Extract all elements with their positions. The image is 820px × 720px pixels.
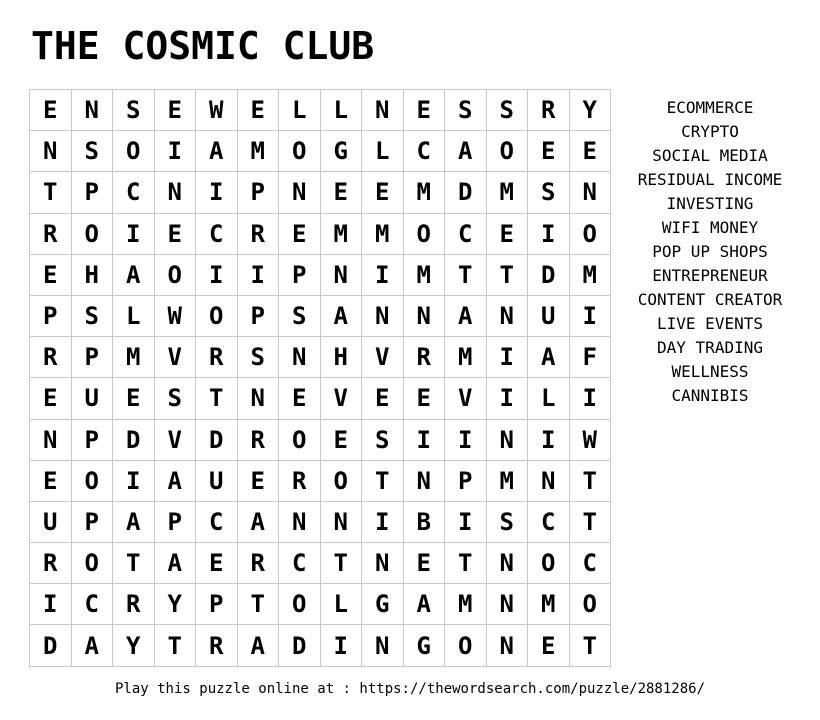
word-list-item: RESIDUAL INCOME (637, 170, 783, 189)
grid-cell[interactable]: M (445, 337, 487, 378)
grid-cell[interactable]: W (196, 90, 238, 131)
grid-cell[interactable]: T (155, 625, 197, 666)
grid-cell[interactable]: T (321, 543, 363, 584)
grid-cell[interactable]: T (196, 378, 238, 419)
grid-cell[interactable]: I (404, 420, 446, 461)
grid-cell[interactable]: F (570, 337, 612, 378)
grid-cell[interactable]: N (279, 172, 321, 213)
grid-cell[interactable]: H (321, 337, 363, 378)
grid-cell[interactable]: E (155, 90, 197, 131)
grid-cell[interactable]: V (155, 420, 197, 461)
grid-cell[interactable]: B (404, 502, 446, 543)
grid-cell[interactable]: T (570, 502, 612, 543)
grid-cell[interactable]: M (404, 255, 446, 296)
grid-cell[interactable]: O (570, 584, 612, 625)
word-list-item: WELLNESS (671, 362, 749, 381)
grid-cell[interactable]: V (321, 378, 363, 419)
grid-cell[interactable]: Y (570, 90, 612, 131)
grid-cell[interactable]: D (30, 625, 72, 666)
grid-cell[interactable]: N (321, 255, 363, 296)
grid-cell[interactable]: P (445, 461, 487, 502)
grid-cell[interactable]: L (528, 378, 570, 419)
grid-cell[interactable]: O (113, 131, 155, 172)
grid-cell[interactable]: P (30, 296, 72, 337)
grid-cell[interactable]: E (362, 172, 404, 213)
grid-cell[interactable]: I (238, 255, 280, 296)
grid-cell[interactable]: I (528, 214, 570, 255)
grid-cell[interactable]: O (279, 131, 321, 172)
grid-cell[interactable]: T (30, 172, 72, 213)
grid-cell[interactable]: A (113, 255, 155, 296)
grid-cell[interactable]: E (528, 131, 570, 172)
grid-cell[interactable]: O (321, 461, 363, 502)
grid-cell[interactable]: I (196, 255, 238, 296)
grid-cell[interactable]: L (321, 584, 363, 625)
grid-cell[interactable]: O (196, 296, 238, 337)
grid-cell[interactable]: D (196, 420, 238, 461)
grid-cell[interactable]: I (155, 131, 197, 172)
grid-cell[interactable]: I (196, 172, 238, 213)
grid-cell[interactable]: E (238, 461, 280, 502)
grid-cell[interactable]: N (487, 584, 529, 625)
grid-cell[interactable]: U (30, 502, 72, 543)
grid-cell[interactable]: P (196, 584, 238, 625)
grid-cell[interactable]: I (528, 420, 570, 461)
grid-cell[interactable]: E (404, 543, 446, 584)
grid-cell[interactable]: E (113, 378, 155, 419)
grid-cell[interactable]: E (321, 420, 363, 461)
grid-cell[interactable]: A (321, 296, 363, 337)
grid-cell[interactable]: O (445, 625, 487, 666)
grid-cell[interactable]: H (72, 255, 114, 296)
word-list-item: CANNIBIS (671, 386, 749, 405)
grid-cell[interactable]: N (487, 625, 529, 666)
grid-cell[interactable]: E (30, 378, 72, 419)
grid-cell[interactable]: E (30, 255, 72, 296)
grid-cell[interactable]: M (113, 337, 155, 378)
grid-cell[interactable]: E (155, 214, 197, 255)
grid-cell[interactable]: C (113, 172, 155, 213)
grid-cell[interactable]: R (196, 337, 238, 378)
grid-cell[interactable]: D (528, 255, 570, 296)
grid-cell[interactable]: A (445, 131, 487, 172)
letter-grid (29, 89, 611, 667)
grid-cell[interactable]: M (238, 131, 280, 172)
grid-cell[interactable]: O (72, 214, 114, 255)
grid-cell[interactable]: A (72, 625, 114, 666)
grid-cell[interactable]: D (445, 172, 487, 213)
grid-cell[interactable]: U (196, 461, 238, 502)
grid-cell[interactable]: P (72, 502, 114, 543)
grid-cell[interactable]: N (487, 543, 529, 584)
grid-cell[interactable]: N (279, 502, 321, 543)
grid-cell[interactable]: A (445, 296, 487, 337)
grid-cell[interactable]: R (279, 461, 321, 502)
grid-cell[interactable]: O (72, 461, 114, 502)
grid-cell[interactable]: O (404, 214, 446, 255)
grid-cell[interactable]: S (445, 90, 487, 131)
grid-cell[interactable]: P (238, 296, 280, 337)
grid-cell[interactable]: S (72, 131, 114, 172)
grid-cell[interactable]: I (445, 502, 487, 543)
grid-cell[interactable]: A (528, 337, 570, 378)
grid-cell[interactable]: N (30, 420, 72, 461)
grid-cell[interactable]: V (155, 337, 197, 378)
grid-cell[interactable]: P (72, 337, 114, 378)
grid-cell[interactable]: L (321, 90, 363, 131)
puzzle-title: THE COSMIC CLUB (31, 24, 375, 68)
grid-cell[interactable]: I (362, 502, 404, 543)
grid-cell[interactable]: P (238, 172, 280, 213)
grid-cell[interactable]: T (570, 461, 612, 502)
grid-cell[interactable]: T (238, 584, 280, 625)
grid-cell[interactable]: O (72, 543, 114, 584)
grid-cell[interactable]: P (279, 255, 321, 296)
grid-cell[interactable]: C (72, 584, 114, 625)
grid-cell[interactable]: M (362, 214, 404, 255)
grid-cell[interactable]: N (528, 461, 570, 502)
grid-cell[interactable]: P (155, 502, 197, 543)
grid-cell[interactable]: Y (155, 584, 197, 625)
grid-cell[interactable]: I (321, 625, 363, 666)
grid-cell[interactable]: S (528, 172, 570, 213)
grid-cell[interactable]: D (113, 420, 155, 461)
grid-cell[interactable]: G (404, 625, 446, 666)
word-list-item: SOCIAL MEDIA (652, 146, 768, 165)
grid-cell[interactable]: N (279, 337, 321, 378)
grid-cell[interactable]: T (570, 625, 612, 666)
grid-cell[interactable]: V (445, 378, 487, 419)
play-online-footer: Play this puzzle online at : https://thewordsearch.com/puzzle/2881286/ (114, 681, 705, 697)
word-list-item: CONTENT CREATOR (637, 290, 783, 309)
grid-cell[interactable]: U (72, 378, 114, 419)
grid-cell[interactable]: N (487, 296, 529, 337)
grid-cell[interactable]: C (196, 502, 238, 543)
grid-cell[interactable]: R (238, 214, 280, 255)
grid-cell[interactable]: O (279, 420, 321, 461)
grid-cell[interactable]: R (196, 625, 238, 666)
grid-cell[interactable]: O (487, 131, 529, 172)
grid-cell[interactable]: T (362, 461, 404, 502)
grid-cell[interactable]: T (445, 543, 487, 584)
grid-cell[interactable]: W (570, 420, 612, 461)
grid-cell[interactable]: A (155, 543, 197, 584)
grid-cell[interactable]: E (238, 90, 280, 131)
grid-cell[interactable]: R (238, 420, 280, 461)
grid-cell[interactable]: I (362, 255, 404, 296)
grid-cell[interactable]: V (362, 337, 404, 378)
grid-cell[interactable]: I (570, 378, 612, 419)
grid-cell[interactable]: N (321, 502, 363, 543)
grid-cell[interactable]: C (570, 543, 612, 584)
word-list-item: INVESTING (666, 194, 754, 213)
grid-cell[interactable]: M (487, 172, 529, 213)
grid-cell[interactable]: C (445, 214, 487, 255)
grid-cell[interactable]: R (30, 337, 72, 378)
grid-cell[interactable]: L (362, 131, 404, 172)
grid-cell[interactable]: E (570, 131, 612, 172)
grid-cell[interactable]: T (487, 255, 529, 296)
grid-cell[interactable]: E (404, 90, 446, 131)
grid-cell[interactable]: M (570, 255, 612, 296)
grid-cell[interactable]: S (362, 420, 404, 461)
grid-cell[interactable]: E (196, 543, 238, 584)
grid-cell[interactable]: C (279, 543, 321, 584)
grid-cell[interactable]: E (279, 378, 321, 419)
grid-cell[interactable]: S (155, 378, 197, 419)
grid-cell[interactable]: U (528, 296, 570, 337)
grid-cell[interactable]: N (30, 131, 72, 172)
grid-cell[interactable]: C (528, 502, 570, 543)
word-list-item: ECOMMERCE (666, 98, 754, 117)
grid-cell[interactable]: I (487, 378, 529, 419)
grid-cell[interactable]: S (279, 296, 321, 337)
grid-cell[interactable]: S (72, 296, 114, 337)
grid-cell[interactable]: I (445, 420, 487, 461)
grid-cell[interactable]: R (30, 214, 72, 255)
grid-cell[interactable]: L (279, 90, 321, 131)
grid-cell[interactable]: R (404, 337, 446, 378)
grid-cell[interactable]: N (487, 420, 529, 461)
grid-cell[interactable]: N (362, 90, 404, 131)
grid-cell[interactable]: E (30, 90, 72, 131)
grid-cell[interactable]: N (362, 296, 404, 337)
grid-cell[interactable]: Y (113, 625, 155, 666)
grid-cell[interactable]: M (487, 461, 529, 502)
grid-cell[interactable]: N (362, 625, 404, 666)
grid-cell[interactable]: N (362, 543, 404, 584)
grid-cell[interactable]: O (570, 214, 612, 255)
grid-cell[interactable]: L (113, 296, 155, 337)
grid-cell[interactable]: A (238, 502, 280, 543)
grid-cell[interactable]: G (321, 131, 363, 172)
grid-cell[interactable]: I (113, 461, 155, 502)
grid-cell[interactable]: N (72, 90, 114, 131)
grid-cell[interactable]: E (279, 214, 321, 255)
grid-cell[interactable]: C (196, 214, 238, 255)
grid-cell[interactable]: O (528, 543, 570, 584)
grid-cell[interactable]: I (113, 214, 155, 255)
grid-cell[interactable]: I (487, 337, 529, 378)
word-list-item: WIFI MONEY (661, 218, 759, 237)
word-list-item: LIVE EVENTS (657, 314, 763, 333)
grid-cell[interactable]: A (404, 584, 446, 625)
grid-cell[interactable]: I (570, 296, 612, 337)
word-list-item: POP UP SHOPS (652, 242, 768, 261)
grid-cell[interactable]: N (155, 172, 197, 213)
grid-cell[interactable]: G (362, 584, 404, 625)
grid-cell[interactable]: R (30, 543, 72, 584)
word-list (622, 96, 798, 408)
grid-cell[interactable]: A (113, 502, 155, 543)
grid-cell[interactable]: O (279, 584, 321, 625)
grid-cell[interactable]: C (404, 131, 446, 172)
grid-cell[interactable]: S (238, 337, 280, 378)
grid-cell[interactable]: A (196, 131, 238, 172)
grid-cell[interactable]: M (321, 214, 363, 255)
grid-cell[interactable]: P (72, 420, 114, 461)
word-list-item: DAY TRADING (657, 338, 763, 357)
word-list-item: ENTREPRENEUR (652, 266, 768, 285)
grid-cell[interactable]: T (445, 255, 487, 296)
grid-cell[interactable]: T (113, 543, 155, 584)
word-list-item: CRYPTO (681, 122, 739, 141)
grid-cell[interactable]: N (570, 172, 612, 213)
grid-cell[interactable]: R (238, 543, 280, 584)
grid-cell[interactable]: E (487, 214, 529, 255)
grid-cell[interactable]: E (30, 461, 72, 502)
grid-cell[interactable]: S (487, 90, 529, 131)
grid-cell[interactable]: A (238, 625, 280, 666)
grid-cell[interactable]: N (238, 378, 280, 419)
grid-cell[interactable]: I (30, 584, 72, 625)
grid-cell[interactable]: P (72, 172, 114, 213)
grid-cell[interactable]: S (113, 90, 155, 131)
grid-cell[interactable]: D (279, 625, 321, 666)
grid-cell[interactable]: S (487, 502, 529, 543)
grid-cell[interactable]: E (321, 172, 363, 213)
grid-cell[interactable]: N (404, 296, 446, 337)
grid-cell[interactable]: R (113, 584, 155, 625)
grid-cell[interactable]: R (528, 90, 570, 131)
grid-cell[interactable]: E (528, 625, 570, 666)
grid-cell[interactable]: W (155, 296, 197, 337)
grid-cell[interactable]: E (404, 378, 446, 419)
grid-cell[interactable]: E (362, 378, 404, 419)
grid-cell[interactable]: M (528, 584, 570, 625)
grid-cell[interactable]: O (155, 255, 197, 296)
grid-cell[interactable]: A (155, 461, 197, 502)
grid-cell[interactable]: M (404, 172, 446, 213)
grid-cell[interactable]: N (404, 461, 446, 502)
grid-cell[interactable]: M (445, 584, 487, 625)
